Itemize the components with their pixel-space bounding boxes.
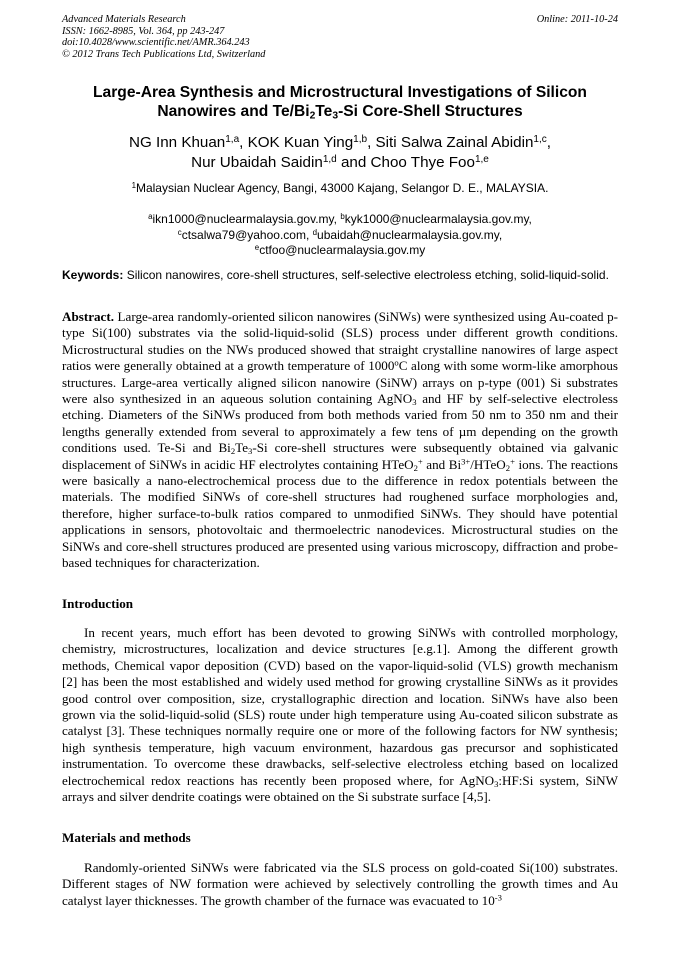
introduction-paragraph: In recent years, much effort has been devoted to growing SiNWs with controlled morphology, chemistry, microstructures, localization and device structures [e.g.1]. Among the different growth methods, Chemical vapor deposition (CVD) based on the vapor-liquid-solid (VLS) growth mechanism [2] has been the most established and widely used method for growing crystalline SiNWs as it provides good control over composition, size, crystallographic direction and location. SiNWs have also been grown via the solid-liquid-solid (SLS) route under high temperature using Au-coated silicon substrate as catalyst [3]. These techniques normally require one or more of the following factors for NW synthesis; high synthesis temperature, high vacuum environment, hazardous gas precursor and sophisticated instrumentation. To overcome these drawbacks, self-selective electroless etching based on localized electrochemical redox reactions has recently been proposed where, for AgNO$_3$:HF:Si system, SiNW arrays and silver dendrite coatings were obtained on the Si substrate surface [4,5]. <box>62 625 618 805</box>
online-date: Online: 2011-10-24 <box>536 14 618 25</box>
methods-paragraph: Randomly-oriented SiNWs were fabricated via the SLS process on gold-coated Si(100) substrates. Different stages of NW formation were achieved by selectively controlling the growth times and Au catalyst layer thicknesses. The growth chamber of the furnace was evacuated to $10^{-3}$ <box>62 860 618 908</box>
methods-heading: Materials and methods <box>62 830 191 845</box>
paper-title <box>62 83 618 121</box>
copyright-line: © 2012 Trans Tech Publications Ltd, Switzerland <box>62 48 266 60</box>
keywords-label: Keywords: <box>62 268 124 282</box>
title-line-1: Large-Area Synthesis and Microstructural Investigations of Silicon <box>93 84 587 101</box>
title-line-2: Nanowires and $Te/Bi_2Te_3-Si$ Core-Shell Structures <box>157 103 523 122</box>
email-line-1: $^a$ikn1000@nuclearmalaysia.gov.my, $^b$kyk1000@nuclearmalaysia.gov.my, <box>148 212 532 226</box>
author-emails <box>62 212 618 259</box>
author-line-1: NG Inn Khuan$^{1,a}$, KOK Kuan Ying$^{1,b}$, Siti Salwa Zainal Abidin$^{1,c}$, <box>128 133 552 151</box>
affiliation: $^1$Malaysian Nuclear Agency, Bangi, 43000 Kajang, Selangor D. E., MALAYSIA. <box>131 181 549 195</box>
author-list <box>62 133 618 173</box>
abstract: Abstract. Large-area randomly-oriented silicon nanowires (SiNWs) were synthesized using Au-coated p-type Si(100) substrates via the solid-liquid-solid (SLS) process under different growth conditions. Microstructural studies on the NWs produced showed that straight crystalline nanowires of large aspect ratios were generally obtained at a growth temperature of 1000$^o$C along with some worm-like amorphous structures. Large-area vertically aligned silicon nanowire (SiNW) arrays on p-type (001) Si substrates were also synthesized in an aqueous solution containing AgNO$_3$ and HF by self-selective electroless etching. Diameters of the SiNWs produced from both methods varied from 50 nm to 350 nm and their lengths generally extended from several to approximately a few tens of µm depending on the growth conditions used. Te-Si and $Bi_2Te_3-Si$ core-shell structures were subsequently obtained via galvanic displacement of SiNWs in acidic HF electrolytes containing HTeO$_2$+ and $Bi^{3+}/HTeO_2^+$ ions. The reactions were basically a nano-electrochemical process due to the difference in redox potentials between the materials. The modified SiNWs of core-shell structures had roughened surface morphologies and, therefore, higher surface-to-bulk ratios compared to unmodified SiNWs. They should have potential applications in sensors, photovoltaic and thermoelectric nanodevices. Microstructural studies on the SiNWs and core-shell structures produced are presented using various microscopy, diffraction and probe-based techniques for characterization. <box>62 309 619 571</box>
journal-header <box>62 14 618 60</box>
abstract-label: Abstract. <box>62 309 114 324</box>
introduction-heading: Introduction <box>62 596 134 611</box>
author-line-2: Nur Ubaidah Saidin$^{1,d}$ and Choo Thye Foo$^{1,e}$ <box>191 153 489 171</box>
journal-name: Advanced Materials Research <box>62 14 186 25</box>
doi-line: doi:10.4028/www.scientific.net/AMR.364.243 <box>62 37 250 49</box>
email-line-2: $^c$ctsalwa79@yahoo.com, $^d$ubaidah@nuclearmalaysia.gov.my, <box>177 227 503 242</box>
email-line-3: $^e$ctfoo@nuclearmalaysia.gov.my <box>254 243 426 257</box>
keywords <box>62 267 618 283</box>
issn-line: ISSN: 1662-8985, Vol. 364, pp 243-247 <box>62 25 225 37</box>
keywords-text: Silicon nanowires, core-shell structures, self-selective electroless etching, solid-liquid-solid. <box>123 268 609 282</box>
